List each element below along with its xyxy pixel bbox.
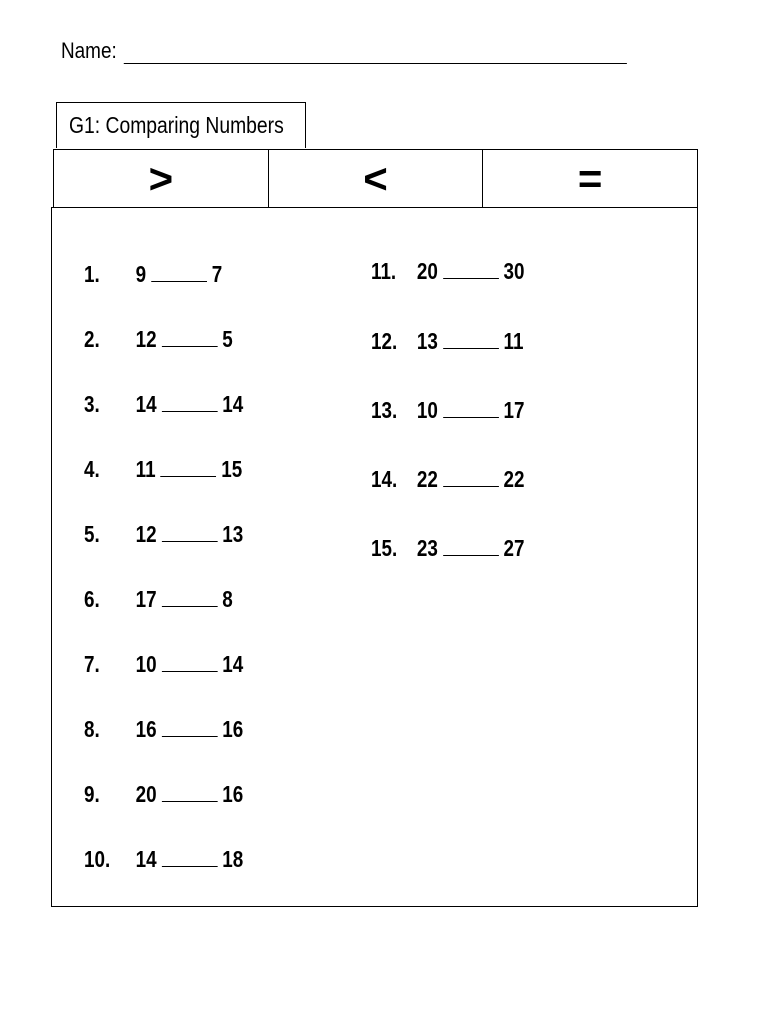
problem-number: 12. (371, 328, 398, 354)
problem-5 (84, 521, 243, 547)
name-input-line[interactable] (124, 43, 627, 64)
problem-13 (371, 397, 524, 423)
name-row (61, 38, 627, 64)
answer-blank[interactable] (162, 523, 218, 542)
problem-8 (84, 716, 243, 742)
problem-lhs: 12 (135, 521, 157, 547)
problem-10 (84, 846, 243, 872)
equals-symbol: = (577, 154, 603, 202)
answer-blank[interactable] (162, 653, 218, 672)
problem-lhs: 14 (135, 391, 157, 417)
problem-lhs: 14 (135, 846, 157, 872)
problem-rhs: 18 (222, 846, 244, 872)
problem-1 (84, 261, 222, 287)
answer-blank[interactable] (443, 330, 499, 349)
problem-number: 11. (371, 258, 397, 284)
problem-rhs: 5 (222, 326, 233, 352)
problems-box (51, 207, 698, 907)
problem-rhs: 13 (222, 521, 244, 547)
symbol-bank (53, 149, 698, 208)
answer-blank[interactable] (151, 263, 207, 282)
answer-blank[interactable] (443, 537, 499, 556)
problem-number: 5. (84, 521, 100, 547)
problem-rhs: 7 (211, 261, 223, 287)
problem-rhs: 11 (503, 328, 524, 354)
problem-11 (371, 258, 524, 284)
problem-lhs: 17 (135, 586, 157, 612)
problem-lhs: 11 (135, 456, 156, 482)
problem-number: 13. (371, 397, 398, 423)
problem-15 (371, 535, 524, 561)
problem-number: 2. (84, 326, 100, 352)
problem-rhs: 15 (221, 456, 243, 482)
answer-blank[interactable] (161, 458, 217, 477)
problem-9 (84, 781, 243, 807)
greater-than-symbol: > (54, 150, 269, 207)
problem-12 (371, 328, 523, 354)
answer-blank[interactable] (162, 393, 218, 412)
problem-number: 6. (84, 586, 100, 612)
answer-blank[interactable] (162, 848, 218, 867)
problem-lhs: 23 (416, 535, 438, 561)
title-box (56, 102, 306, 148)
problem-rhs: 14 (222, 651, 244, 677)
problem-rhs: 8 (222, 586, 233, 612)
problem-rhs: 16 (222, 781, 244, 807)
answer-blank[interactable] (162, 588, 218, 607)
problem-lhs: 22 (416, 466, 438, 492)
problem-number: 1. (84, 261, 100, 287)
problem-lhs: 12 (135, 326, 157, 352)
problem-number: 14. (371, 466, 398, 492)
problem-number: 8. (84, 716, 100, 742)
answer-blank[interactable] (162, 783, 218, 802)
answer-blank[interactable] (162, 328, 218, 347)
problem-rhs: 16 (222, 716, 244, 742)
answer-blank[interactable] (443, 399, 499, 418)
problem-lhs: 20 (135, 781, 157, 807)
problem-lhs: 10 (416, 397, 438, 423)
problem-rhs: 17 (503, 397, 525, 423)
name-label: Name: (61, 38, 117, 63)
answer-blank[interactable] (443, 468, 499, 487)
problem-lhs: 9 (135, 261, 147, 287)
problem-14 (371, 466, 524, 492)
problem-7 (84, 651, 243, 677)
problem-number: 7. (84, 651, 100, 677)
problem-rhs: 27 (503, 535, 525, 561)
problem-3 (84, 391, 243, 417)
worksheet-title: G1: Comparing Numbers (69, 112, 284, 138)
problem-number: 3. (84, 391, 100, 417)
answer-blank[interactable] (443, 260, 499, 279)
problem-lhs: 16 (135, 716, 157, 742)
problem-number: 9. (84, 781, 100, 807)
problem-2 (84, 326, 233, 352)
problem-6 (84, 586, 233, 612)
problem-rhs: 14 (222, 391, 244, 417)
problem-rhs: 22 (503, 466, 525, 492)
less-than-symbol: < (269, 150, 484, 207)
problem-number: 10. (84, 846, 111, 872)
problem-number: 4. (84, 456, 100, 482)
problem-number: 15. (371, 535, 398, 561)
problem-lhs: 20 (416, 258, 438, 284)
problem-lhs: 13 (416, 328, 438, 354)
problem-lhs: 10 (135, 651, 157, 677)
problem-rhs: 30 (503, 258, 525, 284)
answer-blank[interactable] (162, 718, 218, 737)
problem-4 (84, 456, 242, 482)
